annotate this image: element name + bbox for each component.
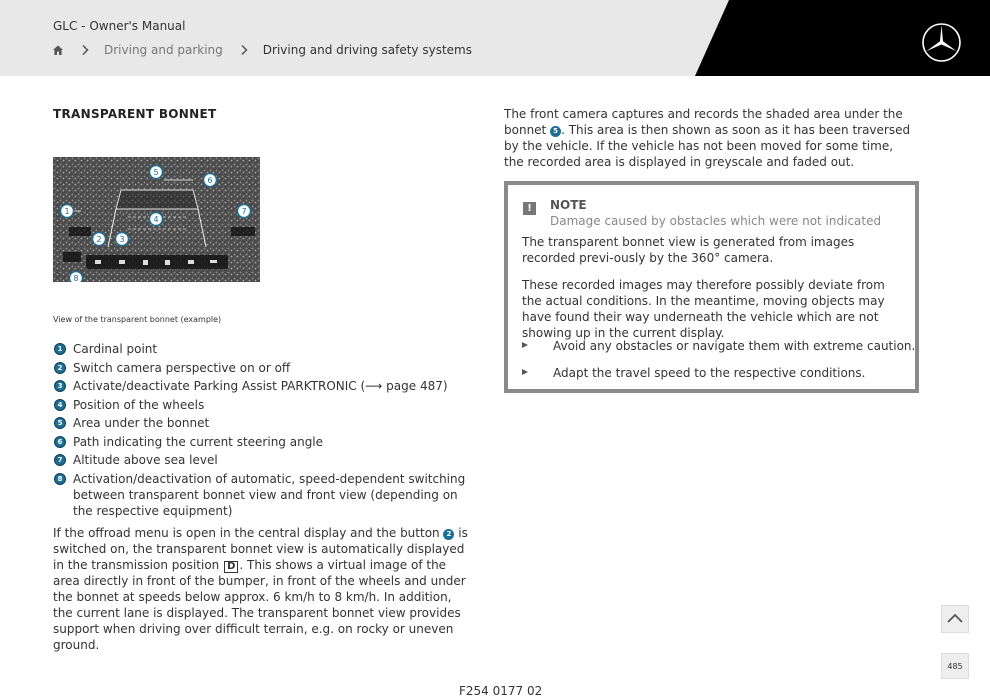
camera-paragraph xyxy=(504,106,916,170)
paragraph-text: . This shows a virtual image of the area directly in front of the bumper, in front of the wheels and under the bonnet at speeds below approx. 6 km/h to 8 km/h. In addition, the current lane is displayed. The transparent bonnet view provides support when driving over difficult terrain, e.g. on rocky or uneven ground. xyxy=(53,558,466,652)
note-subtitle: Damage caused by obstacles which were not indicated xyxy=(550,214,882,228)
svg-text:5: 5 xyxy=(153,168,159,177)
number-badge: 3 xyxy=(54,380,66,392)
home-icon[interactable] xyxy=(52,44,64,56)
list-item xyxy=(53,471,473,519)
bullet-text: Avoid any obstacles or navigate them with extreme caution. xyxy=(553,339,916,353)
svg-text:2: 2 xyxy=(96,235,102,244)
arrow-up-icon xyxy=(942,606,968,632)
chevron-right-icon xyxy=(239,44,249,56)
legend-text: Area under the bonnet xyxy=(73,416,210,430)
mercedes-star-logo[interactable] xyxy=(921,22,962,63)
chevron-right-icon xyxy=(80,44,90,56)
paragraph-text: . This area is then shown as soon as it has been traversed by the vehicle. If the vehicle has not been moved for some time, the recorded area is displayed in greyscale and faded out. xyxy=(504,123,911,169)
number-badge: 5 xyxy=(550,126,561,137)
app-title: GLC - Owner's Manual xyxy=(53,19,186,33)
number-badge: 4 xyxy=(54,399,66,411)
legend-text: Altitude above sea level xyxy=(73,453,218,467)
scroll-to-top-button[interactable] xyxy=(941,605,969,633)
list-item xyxy=(53,397,473,413)
transparent-bonnet-figure xyxy=(53,157,260,282)
list-item[interactable] xyxy=(53,378,473,394)
number-badge: 1 xyxy=(54,343,66,355)
note-box xyxy=(504,181,919,393)
number-badge: 5 xyxy=(54,417,66,429)
legend-text: Activation/deactivation of automatic, speed-dependent switching between transparent bonnet view and front view (depending on the respective equipment) xyxy=(73,471,466,518)
note-paragraph: The transparent bonnet view is generated from images recorded previ-ously by the 360° camera. xyxy=(522,235,855,265)
bullet-text: Adapt the travel speed to the respective conditions. xyxy=(553,366,866,380)
list-item xyxy=(53,360,473,376)
paragraph-text: The front camera captures and records the shaded area under the bonnet xyxy=(504,107,903,137)
svg-text:4: 4 xyxy=(153,215,159,224)
list-item xyxy=(53,341,473,357)
offroad-paragraph xyxy=(53,525,469,653)
legend-text: Cardinal point xyxy=(73,342,158,356)
section-title: TRANSPARENT BONNET xyxy=(53,107,217,121)
note-label: NOTE xyxy=(550,198,587,212)
number-badge: 7 xyxy=(54,454,66,466)
legend-text: Position of the wheels xyxy=(73,397,205,412)
svg-text:1: 1 xyxy=(64,207,70,216)
list-item xyxy=(53,415,473,431)
breadcrumb-driving-and-parking[interactable]: Driving and parking xyxy=(104,43,223,57)
list-item xyxy=(53,452,473,468)
note-paragraph: These recorded images may therefore possibly deviate from the actual conditions. In the meantime, moving objects may have found their way underneath the vehicle which are not showing up in the current display. xyxy=(522,278,885,340)
arrow-right-icon xyxy=(522,369,528,375)
svg-text:3: 3 xyxy=(119,235,125,244)
legend-text: Switch camera perspective on or off xyxy=(73,360,291,375)
figure-code: F254 0177 02 xyxy=(459,684,543,698)
breadcrumb xyxy=(52,42,472,58)
number-badge: 2 xyxy=(443,529,454,540)
arrow-right-icon xyxy=(522,342,528,348)
paragraph-text: If the offroad menu is open in the central display and the button xyxy=(53,526,444,540)
legend-list xyxy=(53,341,473,521)
breadcrumb-current-page: Driving and driving safety systems xyxy=(262,43,472,57)
svg-text:7: 7 xyxy=(241,207,247,216)
legend-text[interactable]: Activate/deactivate Parking Assist PARKTRONIC (⟶ page 487) xyxy=(73,379,448,393)
list-item xyxy=(53,434,473,450)
number-badge: 8 xyxy=(54,473,66,485)
page-number: 485 xyxy=(941,653,969,679)
figure-caption: View of the transparent bonnet (example) xyxy=(53,315,222,324)
paragraph-text: is switched on, the transparent bonnet view is automatically displayed in the transmission position xyxy=(53,526,468,572)
warning-icon: ! xyxy=(523,202,536,215)
svg-text:6: 6 xyxy=(207,176,213,185)
gear-d-symbol: D xyxy=(224,561,238,573)
number-badge: 6 xyxy=(54,436,66,448)
legend-text: Path indicating the current steering angle xyxy=(73,434,324,449)
number-badge: 2 xyxy=(54,362,66,374)
svg-text:8: 8 xyxy=(73,274,79,282)
